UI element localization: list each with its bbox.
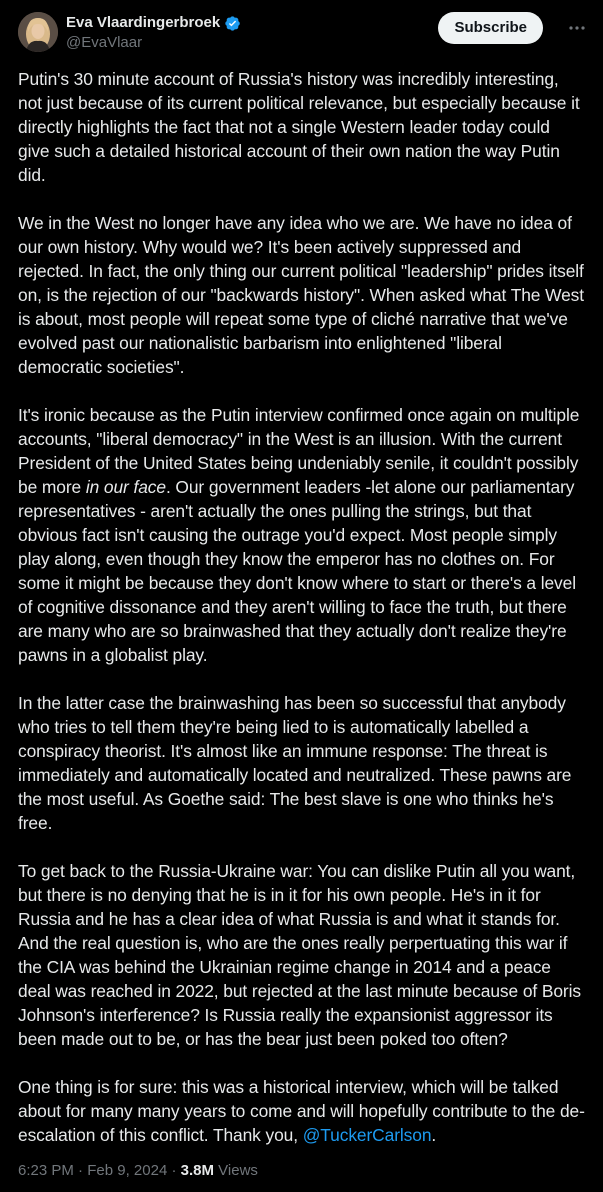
author-info bbox=[66, 14, 241, 53]
author-handle[interactable]: @EvaVlaar bbox=[66, 34, 143, 51]
views-label: Views bbox=[218, 1162, 258, 1179]
tweet-paragraph-1: Putin's 30 minute account of Russia's history was incredibly interesting, not just because of its current political relevance, but especially because it directly highlights the fact that not a single Western leader today could give such a detailed historical account of their own nation the way Putin did. bbox=[18, 69, 580, 185]
tweet-paragraph-6-part-a: One thing is for sure: this was a historical interview, which will be talked about for many many years to come and will hopefully contribute to the de-escalation of this conflict. Thank you, bbox=[18, 1077, 585, 1145]
tweet-paragraph-5: To get back to the Russia-Ukraine war: You can dislike Putin all you want, but there is no denying that he is in it for his own people. He's in it for Russia and he has a clear idea of what Russia is and what it stands for. And the real question is, who are the ones really perpertuating this war if the CIA was behind the Ukrainian regime change in 2014 and a peace deal was reached in 2022, but rejected at the last minute because of Boris Johnson's interference? Is Russia really the expansionist aggressor its been made out to be, or has the bear just been poked too often? bbox=[18, 861, 581, 1049]
tweet-paragraph-6 bbox=[18, 1075, 585, 1147]
user-avatar-photo-icon bbox=[18, 12, 58, 52]
tweet-text bbox=[18, 67, 585, 1147]
tweet-paragraph-3 bbox=[18, 403, 585, 667]
meta-separator: · bbox=[78, 1162, 84, 1179]
meta-separator: · bbox=[171, 1162, 177, 1179]
tweet-paragraph-3-part-a: It's ironic because as the Putin interview confirmed once again on multiple accounts, "liberal democracy" in the West is an illusion. With the current President of the United States being undeniably senile, it couldn't possibly be more bbox=[18, 405, 580, 497]
post-date[interactable]: Feb 9, 2024 bbox=[87, 1162, 168, 1179]
avatar[interactable] bbox=[18, 12, 58, 52]
tweet-header bbox=[18, 12, 589, 56]
more-options-button[interactable] bbox=[565, 16, 589, 40]
views-count: 3.8M bbox=[180, 1162, 214, 1179]
post-time[interactable]: 6:23 PM bbox=[18, 1162, 74, 1179]
tweet-paragraph-6-part-b: . bbox=[431, 1125, 437, 1145]
more-horizontal-icon bbox=[568, 19, 586, 37]
verified-badge-icon bbox=[224, 15, 241, 32]
tweet-paragraph-3-emphasis: in our face bbox=[85, 477, 166, 497]
tweet-paragraph-4: In the latter case the brainwashing has been so successful that anybody who tries to tell them they're being lied to is automatically labelled a conspiracy theorist. It's almost like an immune response: The threat is immediately and automatically located and neutralized. These pawns are the most useful. As Goethe said: The best slave is one who thinks he's free. bbox=[18, 693, 572, 833]
mention-link[interactable]: @TuckerCarlson bbox=[302, 1125, 432, 1145]
tweet-paragraph-2: We in the West no longer have any idea who we are. We have no idea of our own history. Why would we? It's been actively suppressed and rejected. In fact, the only thing our current political "leadership" prides itself on, is the rejection of our "backwards history". When asked what The West is about, most people will repeat some type of cliché narrative that we've evolved past our nationalistic barbarism into enlightened "liberal democratic societies". bbox=[18, 213, 585, 377]
subscribe-button[interactable]: Subscribe bbox=[438, 12, 543, 44]
tweet-paragraph-3-part-b: . Our government leaders -let alone our parliamentary representatives - aren't actually the ones pulling the strings, but that obvious fact isn't causing the outrage you'd expect. Most people simply play along, even though they know the emperor has no clothes on. For some it might be because they don't know where to start or there's a level of cognitive dissonance and they aren't willing to face the truth, but there are many who are so brainwashed that they actually don't realize they're pawns in a globalist play. bbox=[18, 477, 576, 665]
tweet-metadata bbox=[18, 1161, 258, 1181]
author-display-name[interactable]: Eva Vlaardingerbroek bbox=[66, 14, 221, 31]
